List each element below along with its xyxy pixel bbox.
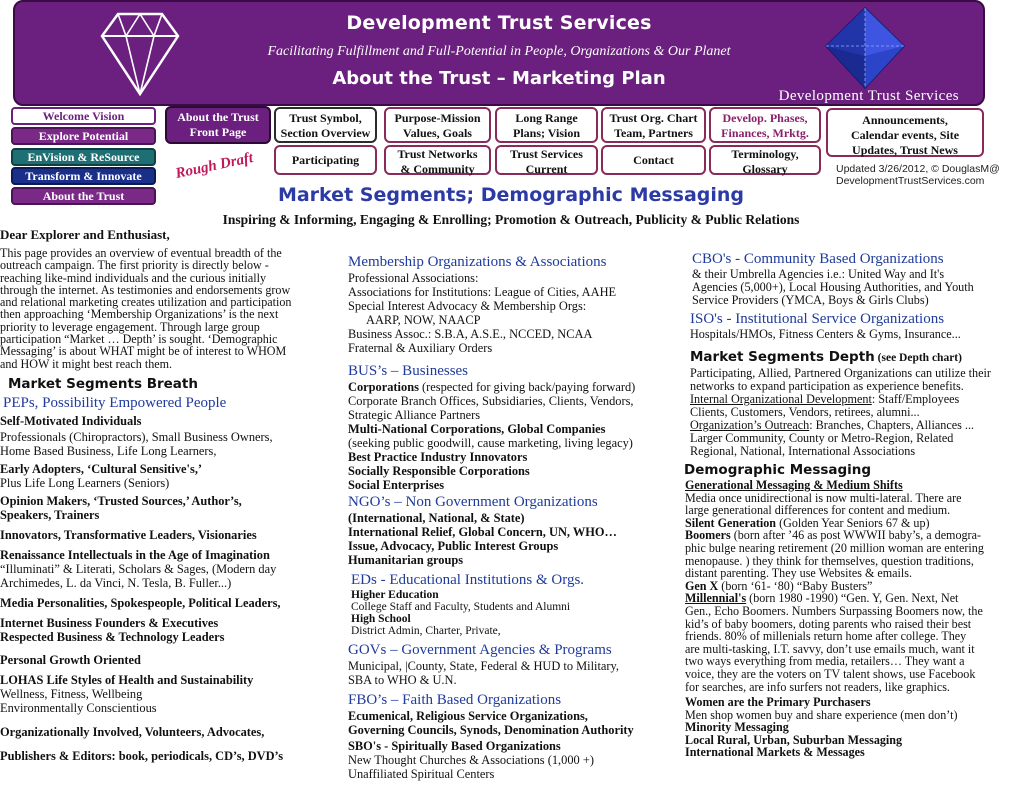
demo-item: large generational differences for content and medium.: [685, 503, 951, 518]
market-breath-heading: Market Segments Breath: [8, 375, 198, 392]
demo-item: voice, they are the voters on TV talent shows, use Facebook: [685, 666, 976, 681]
nav-label: Trust Networks: [397, 147, 478, 161]
intro-line: priority to leverage engagement. Through large group: [0, 319, 260, 334]
site-tagline: Facilitating Fulfillment and Full-Potential in People, Organizations & Our Planet: [267, 44, 731, 59]
org-item: Best Practice Industry Innovators: [348, 450, 528, 464]
businesses-heading: BUS’s – Businesses: [348, 363, 469, 379]
intro-line: Messaging’ is about WHAT might be of interest to WHOM: [0, 344, 287, 359]
org-item: (seeking public goodwill, cause marketing, living legacy): [348, 436, 633, 450]
intro-line: This page provides an overview of eventual breadth of the: [0, 246, 282, 260]
internal-dev-label: Internal Organizational Development: [690, 392, 872, 406]
column-depth-demographics: [684, 251, 1020, 759]
demographic-heading: Demographic Messaging: [684, 462, 872, 478]
nav-develop-phases[interactable]: [709, 107, 821, 143]
org-item: Humanitarian groups: [348, 553, 464, 567]
nav-long-range-plans[interactable]: [495, 107, 598, 143]
demo-item: Gen., Echo Boomers. Numbers Surpassing Boomers now, the: [685, 603, 983, 618]
demo-label: Silent Generation: [685, 515, 777, 530]
demo-item: Media once unidirectional is now multi-lateral. There are: [685, 490, 962, 505]
nav-label: Values, Goals: [403, 126, 472, 140]
nav-envision-resource[interactable]: EnVision & ReSource: [11, 148, 156, 166]
demographic-list: [684, 479, 1020, 759]
diamond-logo-icon: [100, 8, 180, 96]
segment-item: Speakers, Trainers: [0, 507, 100, 522]
demo-item: phic bulge nearing retirement (20 million woman are entering: [685, 540, 984, 555]
org-item: Higher Education: [351, 589, 439, 601]
outreach-label: Organization’s Outreach: [690, 418, 810, 432]
nav-label: Glossary: [742, 162, 788, 176]
demo-item: menopause. ) they think for themselves, question traditions,: [685, 553, 974, 568]
demo-item: International Markets & Messages: [685, 745, 865, 760]
eds-heading: EDs - Educational Institutions & Orgs.: [351, 572, 585, 588]
org-item-note: (respected for giving back/paying forward): [418, 380, 636, 394]
segment-item: Plus Life Long Learners (Seniors): [0, 475, 170, 490]
segment-item: “Illuminati” & Literati, Scholars & Sages, (Modern day: [0, 561, 277, 576]
internal-dev-text: : Staff/Employees: [871, 392, 960, 406]
demo-item: two ways everything from media, retailers… They want a: [685, 654, 965, 669]
nav-label: Section Overview: [280, 126, 371, 140]
demo-text: (born 1980 -1990) “Gen. Y, Gen. Next, Net: [746, 591, 959, 606]
intro-line: outreach campaign. The first priority is directly below -: [0, 258, 269, 273]
org-item: Fraternal & Auxiliary Orders: [348, 341, 493, 355]
nav-announcements[interactable]: [826, 108, 984, 157]
depth-chart-link[interactable]: (see Depth chart): [874, 352, 962, 364]
org-item: Special Interest Advocacy & Membership Orgs:: [348, 299, 587, 313]
demo-item: distant parenting. They use Websites & emails.: [685, 566, 912, 581]
demo-item: Generational Messaging & Medium Shifts: [685, 478, 903, 492]
org-item: Strategic Alliance Partners: [348, 408, 481, 422]
segment-item: Respected Business & Technology Leaders: [0, 629, 225, 644]
demo-item: Men shop women buy and share experience (men don’t): [685, 707, 958, 722]
demo-item: kid’s of baby boomers, doting parents who raised their best: [685, 616, 972, 631]
demo-item: Minority Messaging: [685, 720, 789, 735]
column-market-breadth: [0, 228, 336, 763]
segment-item: Environmentally Conscientious: [0, 700, 157, 715]
segment-item: Innovators, Transformative Leaders, Visionaries: [0, 527, 257, 542]
greeting: Dear Explorer and Enthusiast,: [0, 227, 170, 242]
depth-item: & their Umbrella Agencies i.e.: United Way and It's: [692, 267, 945, 281]
nav-trust-org-chart[interactable]: [601, 107, 706, 143]
depth-item: Regional, National, International Associations: [690, 444, 916, 458]
membership-heading: Membership Organizations & Associations: [348, 254, 607, 270]
nav-trust-symbol[interactable]: [274, 107, 377, 143]
nav-label: Current: [525, 162, 568, 176]
nav-label: Terminology,: [731, 147, 799, 161]
nav-about-the-trust[interactable]: About the Trust: [11, 187, 156, 205]
iso-heading: ISO's - Institutional Service Organizations: [690, 311, 945, 327]
demo-item: for searches, are info surfers not readers, like graphics.: [685, 679, 950, 694]
depth-item: Service Providers (YMCA, Boys & Girls Clubs): [692, 293, 929, 307]
depth-item: Larger Community, County or Metro-Region, Related: [690, 431, 954, 445]
segment-item: Wellness, Fitness, Wellbeing: [0, 686, 143, 701]
segment-item: Opinion Makers, ‘Trusted Sources,’ Author’s,: [0, 493, 242, 508]
brand-wordmark: Development Trust Services: [778, 88, 959, 104]
depth-item: Clients, Customers, Vendors, retirees, alumni...: [690, 405, 920, 419]
nav-label: Finances, Mrktg.: [721, 126, 809, 140]
nav-label: Plans; Vision: [512, 126, 581, 140]
depth-item: Agencies (5,000+), Local Housing Authorities, and Youth: [692, 280, 974, 294]
demo-item: Local Rural, Urban, Suburban Messaging: [685, 732, 903, 747]
intro-line: participation “Market … Depth’ is sought. ‘Demographic: [0, 332, 278, 347]
nav-contact[interactable]: Contact: [601, 145, 706, 175]
org-item: Unaffiliated Spiritual Centers: [348, 767, 495, 781]
nav-terminology-glossary[interactable]: [709, 145, 821, 175]
nav-explore-potential[interactable]: Explore Potential: [11, 127, 156, 145]
depth-item: Hospitals/HMOs, Fitness Centers & Gyms, Insurance...: [690, 327, 961, 341]
org-item: [348, 380, 680, 394]
org-item: District Admin, Charter, Private,: [351, 625, 501, 637]
org-item-bold: Corporations: [348, 380, 419, 394]
demo-label: Boomers: [685, 528, 731, 543]
market-depth-heading: Market Segments Depth: [690, 349, 875, 365]
nav-welcome-vision[interactable]: Welcome Vision: [11, 107, 156, 125]
org-item: Professional Associations:: [348, 271, 479, 285]
segment-item: Internet Business Founders & Executives: [0, 615, 219, 630]
intro-line: then approaching ‘Membership Organizations’ is the next: [0, 307, 279, 322]
nav-label: Develop. Phases,: [722, 111, 808, 125]
segment-item: Media Personalities, Spokespeople, Political Leaders,: [0, 595, 281, 610]
org-item: Municipal, |County, State, Federal & HUD to Military,: [348, 659, 620, 673]
segment-item: Personal Growth Oriented: [0, 652, 141, 667]
page-subtitle: Inspiring & Informing, Engaging & Enrolling; Promotion & Outreach, Publicity & Public Relations: [222, 212, 800, 227]
org-item: Social Enterprises: [348, 478, 445, 492]
nav-label: About the Trust: [177, 110, 259, 124]
org-item: Business Assoc.: S.B.A, A.S.E., NCCED, NCAA: [348, 327, 593, 341]
segment-item: Home Based Business, Life Long Learners,: [0, 443, 217, 458]
nav-label: Updates, Trust News: [852, 143, 958, 157]
section-subtitle: About the Trust – Marketing Plan: [332, 68, 666, 89]
intro-line: and HOW it might best reach them.: [0, 356, 173, 371]
demo-item: are multi-tasking, I.T. savvy, don’t use emails much, want it: [685, 641, 975, 656]
depth-heading-line: [684, 349, 1020, 365]
org-item: Issue, Advocacy, Public Interest Groups: [348, 539, 559, 553]
nav-label: Long Range: [515, 111, 578, 125]
updated-line: Updated 3/26/2012, © DouglasM@: [836, 163, 1000, 175]
segment-item: Publishers & Editors: book, periodicals, CD’s, DVD’s: [0, 748, 284, 763]
nav-label: Announcements,: [862, 113, 948, 127]
cbo-heading: CBO's - Community Based Organizations: [692, 251, 944, 267]
column-organizations: [348, 254, 680, 781]
nav-trust-services[interactable]: [495, 145, 598, 175]
demo-text: (born ‘61- ‘80) “Baby Busters”: [718, 578, 873, 593]
intro-line: and relational marketing creates utilization and participation: [0, 295, 292, 310]
org-item: International Relief, Global Concern, UN, WHO…: [348, 525, 617, 539]
outreach-text: : Branches, Chapters, Alliances ...: [809, 418, 975, 432]
updated-line: DevelopmentTrustServices.com: [836, 175, 985, 187]
org-item: College Staff and Faculty, Students and Alumni: [351, 601, 571, 613]
nav-label: & Community: [400, 162, 475, 176]
org-item: Ecumenical, Religious Service Organizations,: [348, 709, 588, 723]
segment-item: Early Adopters, ‘Cultural Sensitive's,’: [0, 461, 203, 476]
page-title: Market Segments; Demographic Messaging: [277, 184, 745, 206]
org-item: Associations for Institutions: League of Cities, AAHE: [348, 285, 617, 299]
segment-item: LOHAS Life Styles of Health and Sustainability: [0, 672, 254, 687]
depth-item: Participating, Allied, Partnered Organizations can utilize their: [690, 366, 991, 380]
nav-about-trust-front-page[interactable]: [165, 106, 271, 144]
demo-label: Millennial's: [685, 591, 747, 606]
org-item: Multi-National Corporations, Global Companies: [348, 422, 606, 436]
nav-label: Trust Symbol,: [289, 111, 362, 125]
org-item: SBO's - Spiritually Based Organizations: [348, 739, 561, 753]
intro-line: through the internet. As testimonies and endorsements grow: [0, 282, 291, 297]
segment-item: Organizationally Involved, Volunteers, Advocates,: [0, 724, 265, 739]
segment-item: Archimedes, L. da Vinci, N. Tesla, B. Fuller...): [0, 575, 232, 590]
nav-transform-innovate[interactable]: Transform & Innovate: [11, 167, 156, 185]
peps-heading: PEPs, Possibility Empowered People: [3, 394, 227, 411]
demo-item: friends. 80% of millenials return home after college. They: [685, 629, 967, 644]
nav-label: Purpose-Mission: [394, 111, 481, 125]
demo-text: (Golden Year Seniors 67 & up): [776, 515, 930, 530]
org-item: AARP, NOW, NAACP: [366, 313, 481, 327]
nav-label: Calendar events, Site: [850, 128, 960, 142]
segment-item: Renaissance Intellectuals in the Age of Imagination: [0, 547, 270, 562]
rough-draft-stamp: Rough Draft: [174, 149, 255, 183]
org-item: Governing Councils, Synods, Denomination Authority: [348, 723, 634, 737]
org-item: SBA to WHO & U.N.: [348, 673, 457, 687]
nav-trust-networks[interactable]: [384, 145, 491, 175]
nav-label: Team, Partners: [614, 126, 693, 140]
intro-line: reaching like-mind individuals and the curious initially: [0, 270, 267, 285]
nav-purpose-mission[interactable]: [384, 107, 491, 143]
segment-item: Professionals (Chiropractors), Small Business Owners,: [0, 429, 273, 444]
org-item: New Thought Churches & Associations (1,000 +): [348, 753, 594, 767]
nav-label: Trust Org. Chart: [609, 111, 698, 125]
govs-heading: GOVs – Government Agencies & Programs: [348, 642, 612, 658]
org-item: (International, National, & State): [348, 511, 525, 525]
eds-list: [348, 589, 680, 637]
org-item: Corporate Branch Offices, Subsidiaries, Clients, Vendors,: [348, 394, 634, 408]
nav-label: Front Page: [189, 125, 247, 139]
segment-item: Self-Motivated Individuals: [0, 413, 142, 428]
depth-item: networks to expand participation as experience benefits.: [690, 379, 964, 393]
fbo-heading: FBO’s – Faith Based Organizations: [348, 692, 562, 708]
ngo-heading: NGO’s – Non Government Organizations: [348, 494, 598, 510]
demo-label: Gen X: [685, 578, 719, 593]
demo-item: Women are the Primary Purchasers: [685, 695, 871, 710]
org-item: Socially Responsible Corporations: [348, 464, 530, 478]
site-title: Development Trust Services: [346, 12, 652, 34]
org-item: High School: [351, 613, 411, 625]
nav-label: Trust Services: [510, 147, 583, 161]
intro-paragraph: [0, 247, 336, 370]
nav-participating[interactable]: Participating: [274, 145, 377, 175]
octahedron-logo-icon: [824, 6, 906, 90]
demo-text: (born after ’46 as post WWWII baby’s, a demogra-: [730, 528, 981, 543]
